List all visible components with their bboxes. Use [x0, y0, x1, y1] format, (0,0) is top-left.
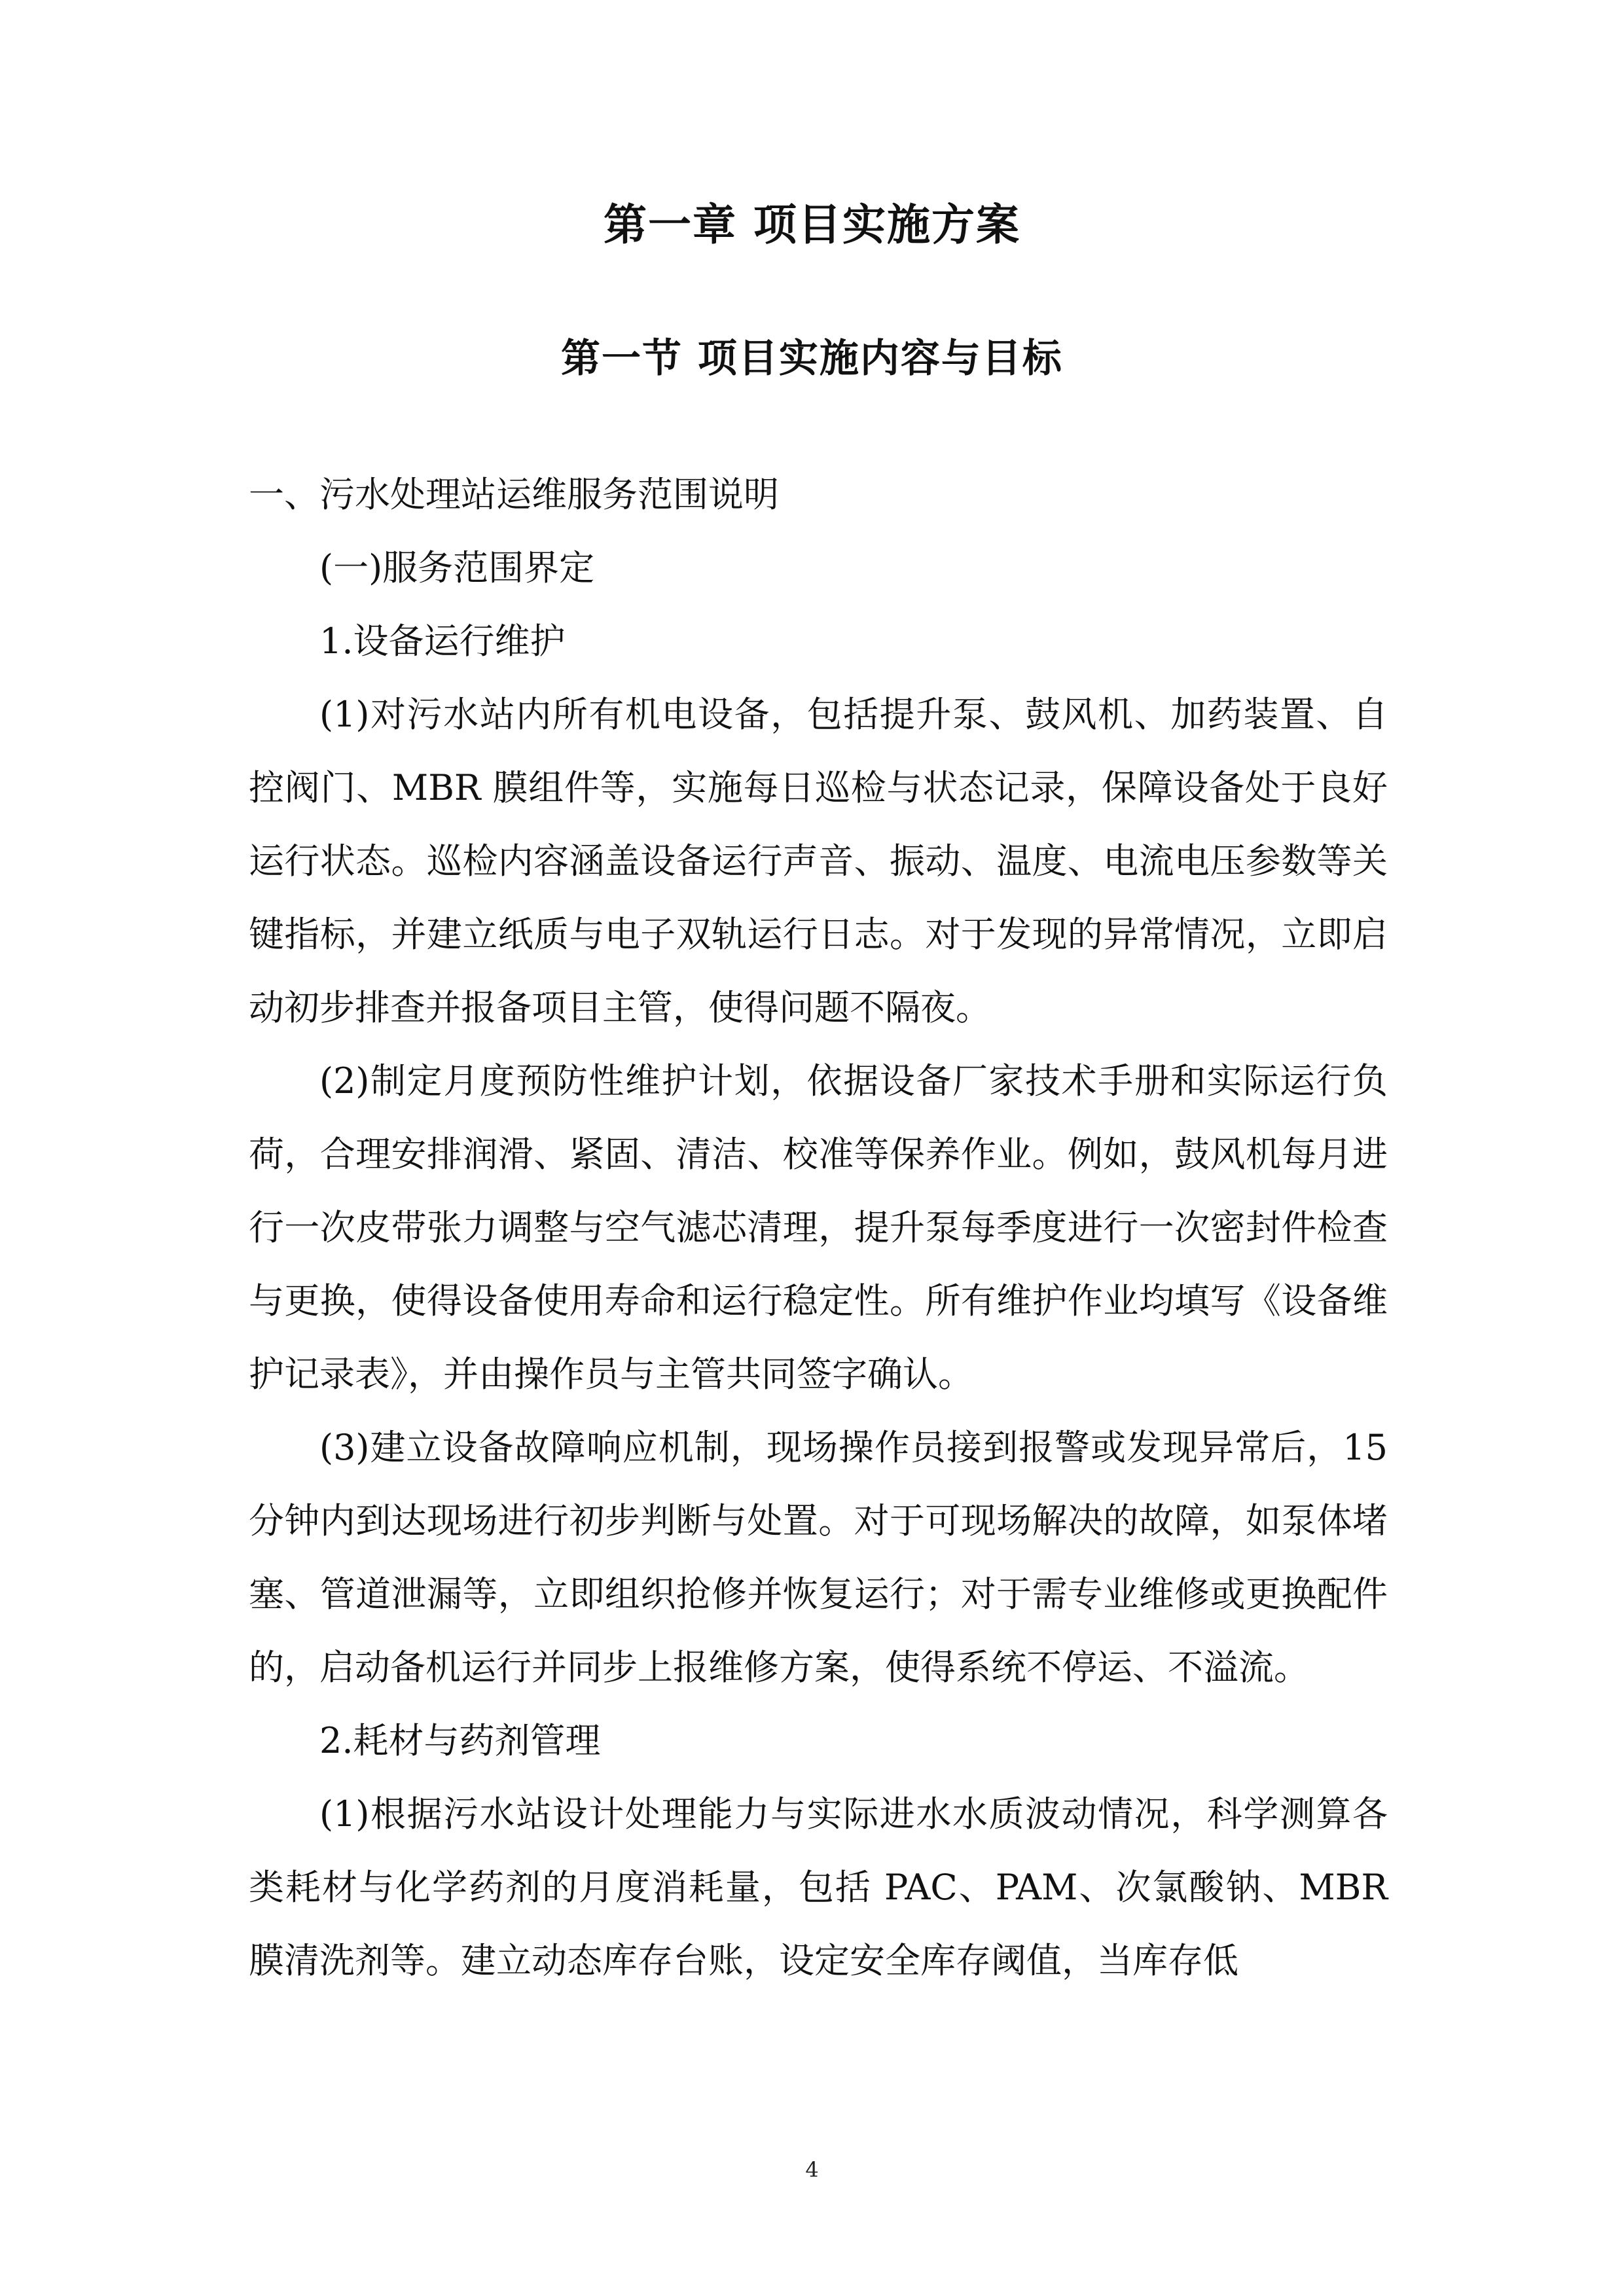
subheading-service-scope: (一)服务范围界定 — [319, 547, 595, 588]
chapter-title: 第一章 项目实施方案 — [604, 199, 1020, 250]
heading-level-1: 一、污水处理站运维服务范围说明 — [249, 474, 779, 515]
section-title: 第一节 项目实施内容与目标 — [561, 336, 1063, 382]
page-number: 4 — [805, 2157, 819, 2182]
item-equipment-maintenance: 1.设备运行维护 — [319, 620, 566, 662]
document-body — [249, 458, 1388, 1998]
paragraph: (1)根据污水站设计处理能力与实际进水水质波动情况，科学测算各类耗材与化学药剂的月度消耗量，包括 PAC、PAM、次氯酸钠、MBR 膜清洗剂等。建立动态库存台账，设定安全库存阈值，当库存低 — [249, 1793, 1388, 1981]
item-consumables-management: 2.耗材与药剂管理 — [319, 1720, 601, 1761]
paragraph: (1)对污水站内所有机电设备，包括提升泵、鼓风机、加药装置、自控阀门、MBR 膜组件等，实施每日巡检与状态记录，保障设备处于良好运行状态。巡检内容涵盖设备运行声音、振动、温度、电流电压参数等关键指标，并建立纸质与电子双轨运行日志。对于发现的异常情况，立即启动初步排查并报备项目主管，使得问题不隔夜。 — [249, 694, 1388, 1028]
paragraph: (2)制定月度预防性维护计划，依据设备厂家技术手册和实际运行负荷，合理安排润滑、紧固、清洁、校准等保养作业。例如，鼓风机每月进行一次皮带张力调整与空气滤芯清理，提升泵每季度进行一次密封件检查与更换，使得设备使用寿命和运行稳定性。所有维护作业均填写《设备维护记录表》，并由操作员与主管共同签字确认。 — [249, 1060, 1388, 1395]
paragraph: (3)建立设备故障响应机制，现场操作员接到报警或发现异常后，15 分钟内到达现场进行初步判断与处置。对于可现场解决的故障，如泵体堵塞、管道泄漏等，立即组织抢修并恢复运行；对于需专业维修或更换配件的，启动备机运行并同步上报维修方案，使得系统不停运、不溢流。 — [249, 1427, 1388, 1688]
